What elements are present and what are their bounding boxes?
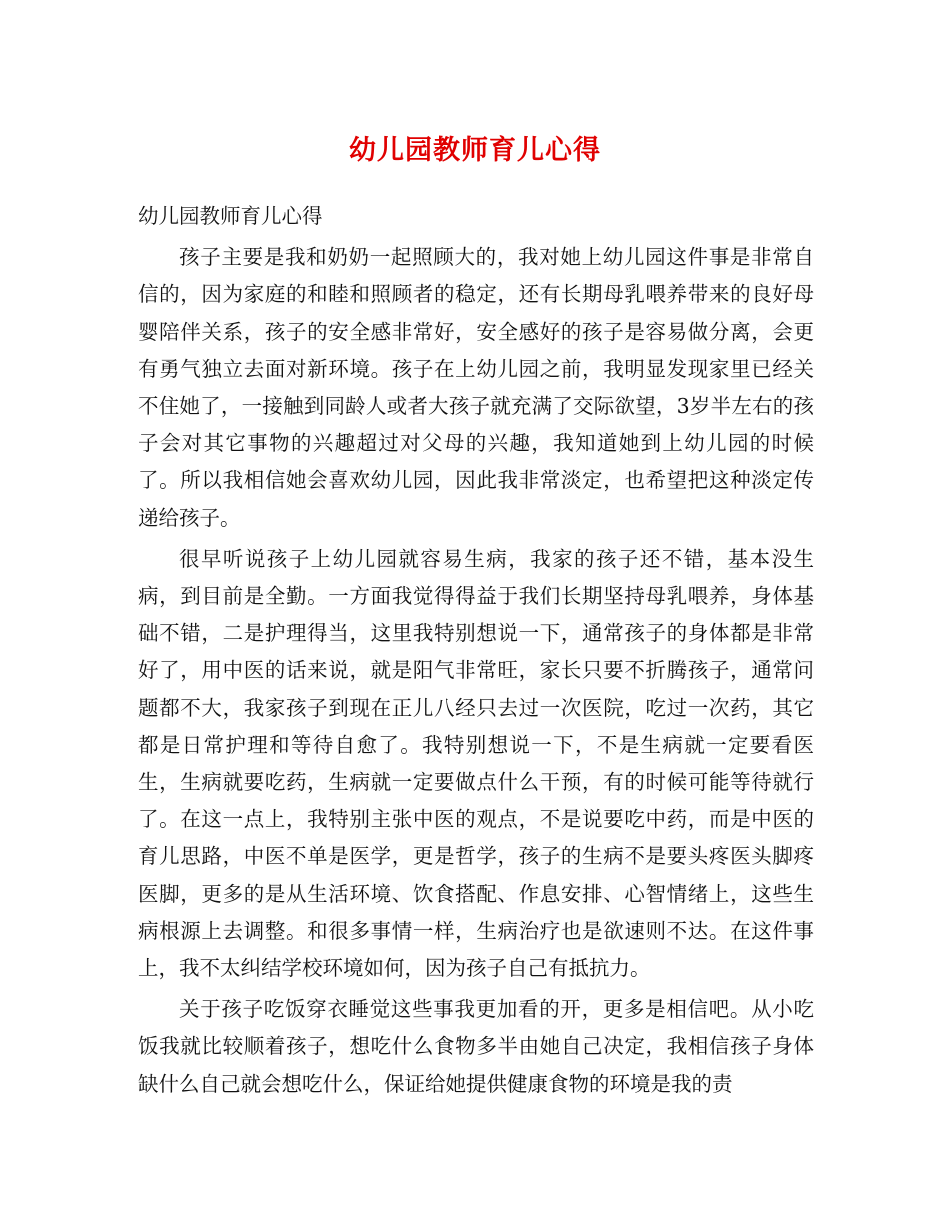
- paragraph-3: 关于孩子吃饭穿衣睡觉这些事我更加看的开，更多是相信吧。从小吃饭我就比较顺着孩子，想吃什么食物多半由她自己决定，我相信孩子身体缺什么自己就会想吃什么，保证给她提供健康食物的环境是我的责: [138, 997, 814, 1096]
- document-body: [138, 198, 814, 1107]
- paragraph-1: 孩子主要是我和奶奶一起照顾大的，我对她上幼儿园这件事是非常自信的，因为家庭的和睦和照顾者的稳定，还有长期母乳喂养带来的良好母婴陪伴关系，孩子的安全感非常好，安全感好的孩子是容易做分离，会更有勇气独立去面对新环境。孩子在上幼儿园之前，我明显发现家里已经关不住她了，一接触到同龄人或者大孩子就充满了交际欲望，3岁半左右的孩子会对其它事物的兴趣超过对父母的兴趣，我知道她到上幼儿园的时候了。所以我相信她会喜欢幼儿园，因此我非常淡定，也希望把这种淡定传递给孩子。: [138, 245, 814, 530]
- document-subtitle: 幼儿园教师育儿心得: [138, 204, 323, 228]
- paragraph-2: 很早听说孩子上幼儿园就容易生病，我家的孩子还不错，基本没生病，到目前是全勤。一方面我觉得得益于我们长期坚持母乳喂养，身体基础不错，二是护理得当，这里我特别想说一下，通常孩子的身体都是非常好了，用中医的话来说，就是阳气非常旺，家长只要不折腾孩子，通常问题都不大，我家孩子到现在正儿八经只去过一次医院，吃过一次药，其它都是日常护理和等待自愈了。我特别想说一下，不是生病就一定要看医生，生病就要吃药，生病就一定要做点什么干预，有的时候可能等待就行了。在这一点上，我特别主张中医的观点，不是说要吃中药，而是中医的育儿思路，中医不单是医学，更是哲学，孩子的生病不是要头疼医头脚疼医脚，更多的是从生活环境、饮食搭配、作息安排、心智情绪上，这些生病根源上去调整。和很多事情一样，生病治疗也是欲速则不达。在这件事上，我不太纠结学校环境如何，因为孩子自己有抵抗力。: [138, 546, 814, 981]
- document-title: 幼儿园教师育儿心得: [349, 135, 601, 166]
